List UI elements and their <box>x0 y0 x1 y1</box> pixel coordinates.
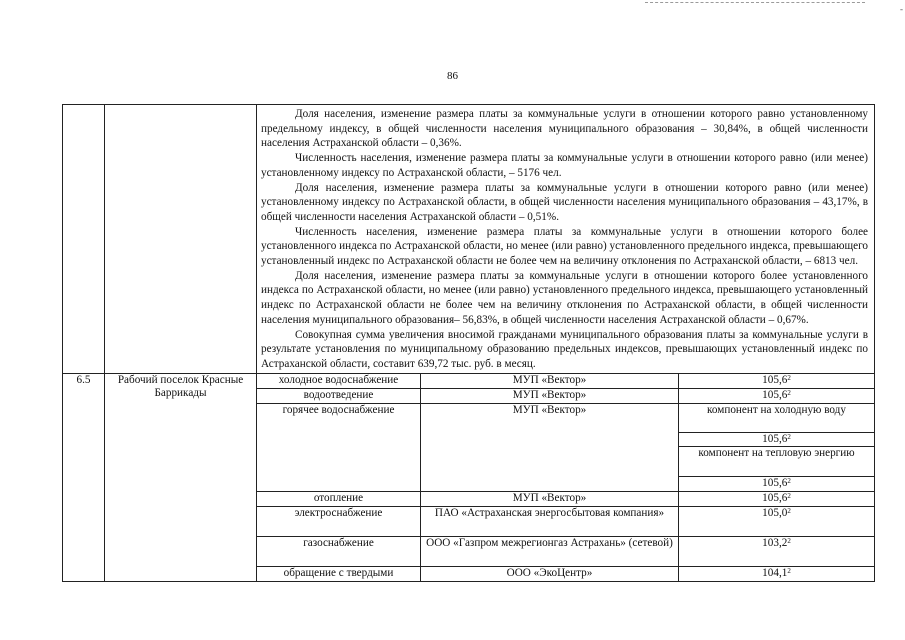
empty-number-cell <box>63 105 105 374</box>
provider-name: МУП «Вектор» <box>421 373 679 388</box>
index-value: 104,1$^2$ <box>679 566 875 581</box>
provider-name: МУП «Вектор» <box>421 491 679 506</box>
service-name: обращение с твердыми <box>257 566 421 581</box>
description-cell <box>257 105 875 374</box>
component-index: 105,6$^2$ <box>679 432 874 447</box>
footnote-mark: 2 <box>787 506 791 515</box>
index-value: 103,2$^2$ <box>679 536 875 566</box>
paragraph: Совокупная сумма увеличения вносимой гражданами муниципального образования платы за коммунальные услуги в результате установления по муниципальному образованию предельных индексов, превышающих установленный индекс по Астраханской области, составит 639,72 тыс. руб. в месяц. <box>261 328 868 370</box>
paragraph: Доля населения, изменение размера платы за коммунальные услуги в отношении которого равно (или менее) установленному индексу по Астраханской области, в общей численности населения муниципального образования – 43,17%, в общей численности населения Астраханской области – 0,51%. <box>261 181 868 223</box>
table-row <box>63 373 875 388</box>
footnote-mark: 2 <box>787 477 791 486</box>
empty-municipality-cell <box>105 105 257 374</box>
paragraph: Численность населения, изменение размера платы за коммунальные услуги в отношении которого более установленного индекса по Астраханской области, но менее (или равно) установленного предельного индекса, превышающего установленный индекс по Астраханской области не более чем на величину отклонения по Астраханской области, – 6813 чел. <box>261 225 868 268</box>
provider-name: ООО «Газпром межрегионгаз Астрахань» (сетевой) <box>421 536 679 566</box>
index-value: 105,0$^2$ <box>679 506 875 536</box>
service-name: отопление <box>257 491 421 506</box>
footnote-mark: 2 <box>787 388 791 397</box>
paragraph: Численность населения, изменение размера платы за коммунальные услуги в отношении которого равно (или менее) установленному индексу по Астраханской области, – 5176 чел. <box>261 152 868 179</box>
scan-artifact-line <box>645 2 865 5</box>
hot-water-components <box>679 403 875 491</box>
component-index: 105,6$^2$ <box>762 477 791 490</box>
service-name: холодное водоснабжение <box>257 373 421 388</box>
index-value: 105,6$^2$ <box>679 388 875 403</box>
components-table <box>679 404 874 491</box>
service-name: водоотведение <box>257 388 421 403</box>
footnote-mark: 2 <box>787 566 791 575</box>
index-value: 105,6$^2$ <box>679 491 875 506</box>
service-name: горячее водоснабжение <box>257 403 421 491</box>
provider-name: МУП «Вектор» <box>421 403 679 491</box>
provider-name: МУП «Вектор» <box>421 388 679 403</box>
provider-name: ООО «ЭкоЦентр» <box>421 566 679 581</box>
footnote-mark: 2 <box>787 536 791 545</box>
footnote-mark: 2 <box>787 491 791 500</box>
footnote-mark: 2 <box>787 373 791 382</box>
corner-mark: - <box>900 4 903 14</box>
description-row <box>63 105 875 374</box>
paragraph: Доля населения, изменение размера платы за коммунальные услуги в отношении которого равно установленному предельному индексу, в общей численности населения муниципального образования – 30,84%, в общей численности населения Астраханской области – 0,36%. <box>261 108 868 150</box>
component-label: компонент на тепловую энергию <box>679 447 874 477</box>
provider-name: ПАО «Астраханская энергосбытовая компания» <box>421 506 679 536</box>
paragraph: Доля населения, изменение размера платы за коммунальные услуги в отношении которого более установленного индекса по Астраханской области, но менее (или равно) установленного предельного индекса, превышающего установленный индекс по Астраханской области не более чем на величину отклонения по Астраханской области, в общей численности населения муниципального образования– 56,83%, в общей численности населения Астраханской области – 0,67%. <box>261 269 868 326</box>
component-label: компонент на холодную воду <box>679 404 874 433</box>
footnote-mark: 2 <box>787 432 791 441</box>
utilities-index-table <box>62 104 875 582</box>
page-number: 86 <box>447 70 458 82</box>
service-name: электроснабжение <box>257 506 421 536</box>
section-number: 6.5 <box>63 373 105 581</box>
municipality-name: Рабочий поселок Красные Баррикады <box>105 373 257 581</box>
service-name: газоснабжение <box>257 536 421 566</box>
index-value: 105,6$^2$ <box>679 373 875 388</box>
